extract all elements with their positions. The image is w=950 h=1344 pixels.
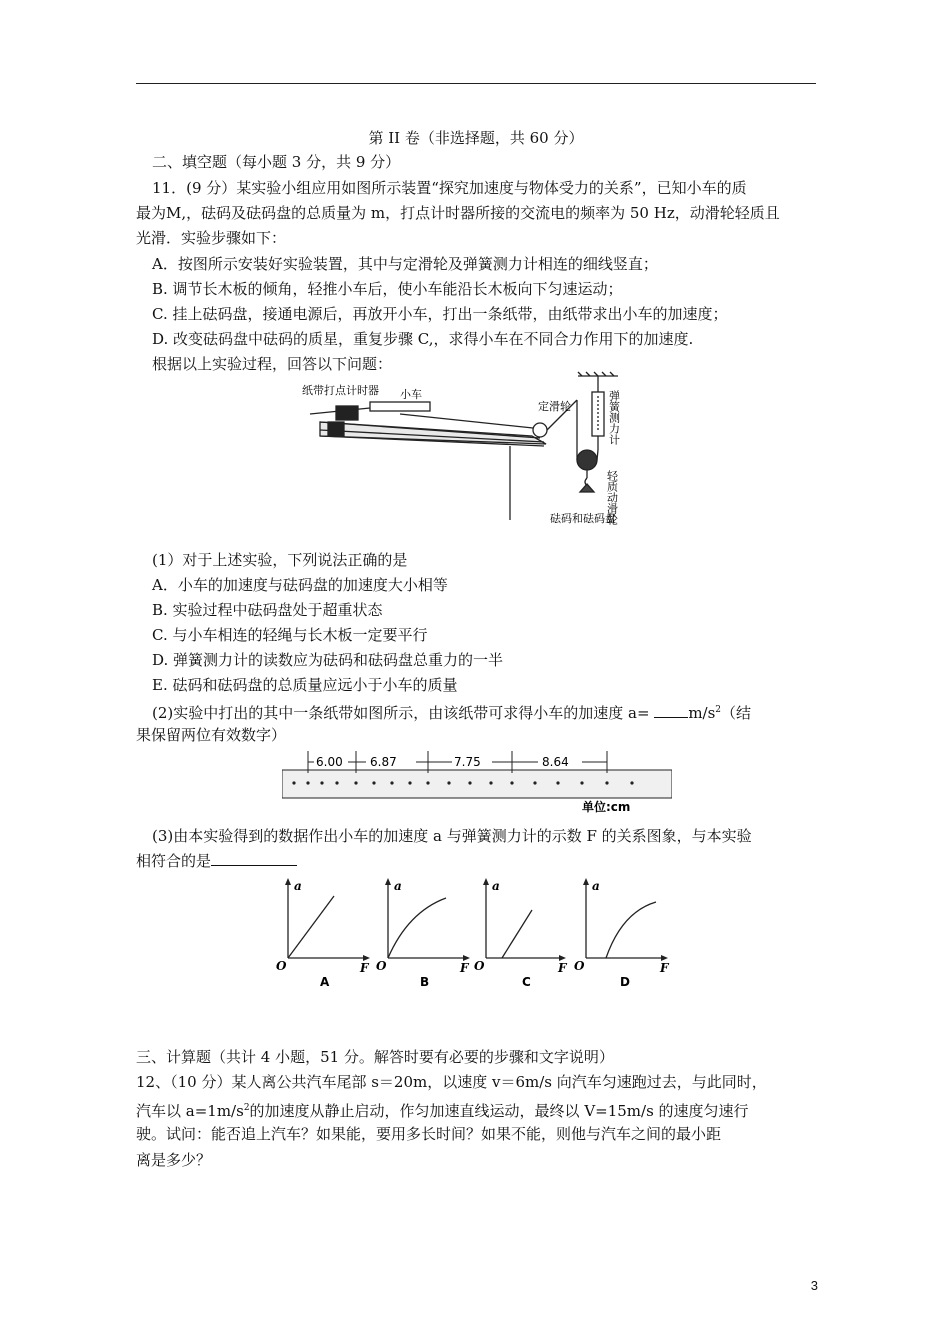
label-movable-pulley: 轻质动滑轮 [605, 470, 619, 525]
section-title: 第 II 卷（非选择题，共 60 分） [368, 129, 584, 147]
label-fixed-pulley: 定滑轮 [538, 400, 571, 413]
page-number: 3 [810, 1278, 818, 1293]
graph-d-x-label: F [660, 961, 669, 975]
q11-part3-text: 相符合的是 [136, 852, 212, 870]
q11-option-c: C. 与小车相连的轻绳与长木板一定要平行 [152, 626, 428, 644]
q12-line-2-exponent: 2 [243, 1103, 250, 1113]
graph-label-d: D [620, 975, 630, 989]
graph-c-x-label: F [558, 961, 567, 975]
paper-tape-figure [282, 745, 672, 817]
q11-part2-exponent: 2 [715, 705, 722, 715]
q11-option-a: A．小车的加速度与砝码盘的加速度大小相等 [152, 576, 448, 594]
label-weights: 砝码和砝码盘 [550, 512, 616, 525]
q11-intro-1: 11．(9 分）某实验小组应用如图所示装置“探究加速度与物体受力的关系”，已知小车的质 [152, 179, 747, 197]
q11-option-b: B. 实验过程中砝码盘处于超重状态 [152, 601, 383, 619]
tape-value-4: 8.64 [542, 755, 569, 769]
graph-b-x-label: F [460, 961, 469, 975]
graph-label-a: A [320, 975, 330, 989]
graph-label-c: C [522, 975, 531, 989]
q11-step-a: A．按图所示安装好实验装置，其中与定滑轮及弹簧测力计相连的细线竖直； [152, 255, 658, 273]
q11-part2-text: (2)实验中打出的其中一条纸带如图所示，由该纸带可求得小车的加速度 a= [152, 704, 650, 722]
q11-option-d: D. 弹簧测力计的读数应为砝码和砝码盘总重力的一半 [152, 651, 504, 669]
apparatus-figure [300, 370, 660, 535]
tape-value-1: 6.00 [316, 755, 343, 769]
graph-a-y-label: a [294, 879, 302, 893]
answer-blank-graph[interactable] [211, 865, 297, 866]
q11-part3: (3)由本实验得到的数据作出小车的加速度 a 与弹簧测力计的示数 F 的关系图象，与本实验 [152, 827, 752, 845]
graphs-figure [270, 872, 680, 990]
graph-label-b: B [420, 975, 430, 989]
section-heading-fill: 二、填空题（每小题 3 分，共 9 分） [152, 153, 401, 171]
graph-d-y-label: a [592, 879, 600, 893]
q11-part2-tail: （结 [721, 704, 752, 722]
header-rule [136, 83, 816, 84]
q12-line-2 [136, 1098, 749, 1121]
q11-prompt: 根据以上实验过程，回答以下问题： [152, 355, 393, 373]
graph-b-origin: O [376, 959, 387, 973]
graph-c-origin: O [474, 959, 485, 973]
q11-part3-continued [136, 851, 297, 871]
q12-line-1: 12、（10 分）某人离公共汽车尾部 s＝20m，以速度 v＝6m/s 向汽车匀速跑过去，与此同时， [136, 1073, 767, 1091]
q11-step-c: C. 挂上砝码盘，接通电源后，再放开小车，打出一条纸带，由纸带求出小车的加速度； [152, 305, 728, 323]
q11-option-e: E. 砝码和砝码盘的总质量应远小于小车的质量 [152, 676, 458, 694]
q11-part2-continued: 果保留两位有效数字） [136, 726, 287, 744]
tape-value-2: 6.87 [370, 755, 397, 769]
section-heading-calc: 三、计算题（共计 4 小题，51 分。解答时要有必要的步骤和文字说明） [136, 1048, 614, 1066]
graph-a-origin: O [276, 959, 287, 973]
q11-part1: (1）对于上述实验，下列说法正确的是 [152, 551, 408, 569]
label-tape-timer: 纸带打点计时器 [302, 384, 379, 397]
q11-part2 [152, 700, 751, 723]
graph-b-y-label: a [394, 879, 402, 893]
q12-line-3: 驶。试问：能否追上汽车？如果能，要用多长时间？如果不能，则他与汽车之间的最小距 [136, 1125, 722, 1143]
label-cart: 小车 [400, 388, 422, 401]
answer-blank-acceleration[interactable] [654, 717, 688, 718]
graph-d-origin: O [574, 959, 585, 973]
q12-line-4: 离是多少？ [136, 1151, 212, 1169]
q11-intro-3: 光滑．实验步骤如下： [136, 229, 287, 247]
tape-unit: 单位:cm [582, 800, 631, 814]
graph-c-y-label: a [492, 879, 500, 893]
q11-intro-2: 最为M,，砝码及砝码盘的总质量为 m，打点计时器所接的交流电的频率为 50 Hz，动滑轮轻质且 [136, 204, 780, 222]
q11-step-b: B. 调节长木板的倾角，轻推小车后，使小车能沿长木板向下匀速运动； [152, 280, 623, 298]
q12-line-2-text-b: 的加速度从静止启动，作匀加速直线运动，最终以 V=15m/s 的速度匀速行 [249, 1102, 749, 1120]
graph-a-x-label: F [360, 961, 369, 975]
q11-step-d: D. 改变砝码盘中砝码的质星，重复步骤 C,，求得小车在不同合力作用下的加速度. [152, 330, 694, 348]
q12-line-2-text-a: 汽车以 a=1m/s [136, 1102, 244, 1120]
tape-value-3: 7.75 [454, 755, 481, 769]
q11-part2-unit: m/s [688, 704, 716, 722]
label-spring-scale: 弹簧测力计 [607, 390, 621, 445]
